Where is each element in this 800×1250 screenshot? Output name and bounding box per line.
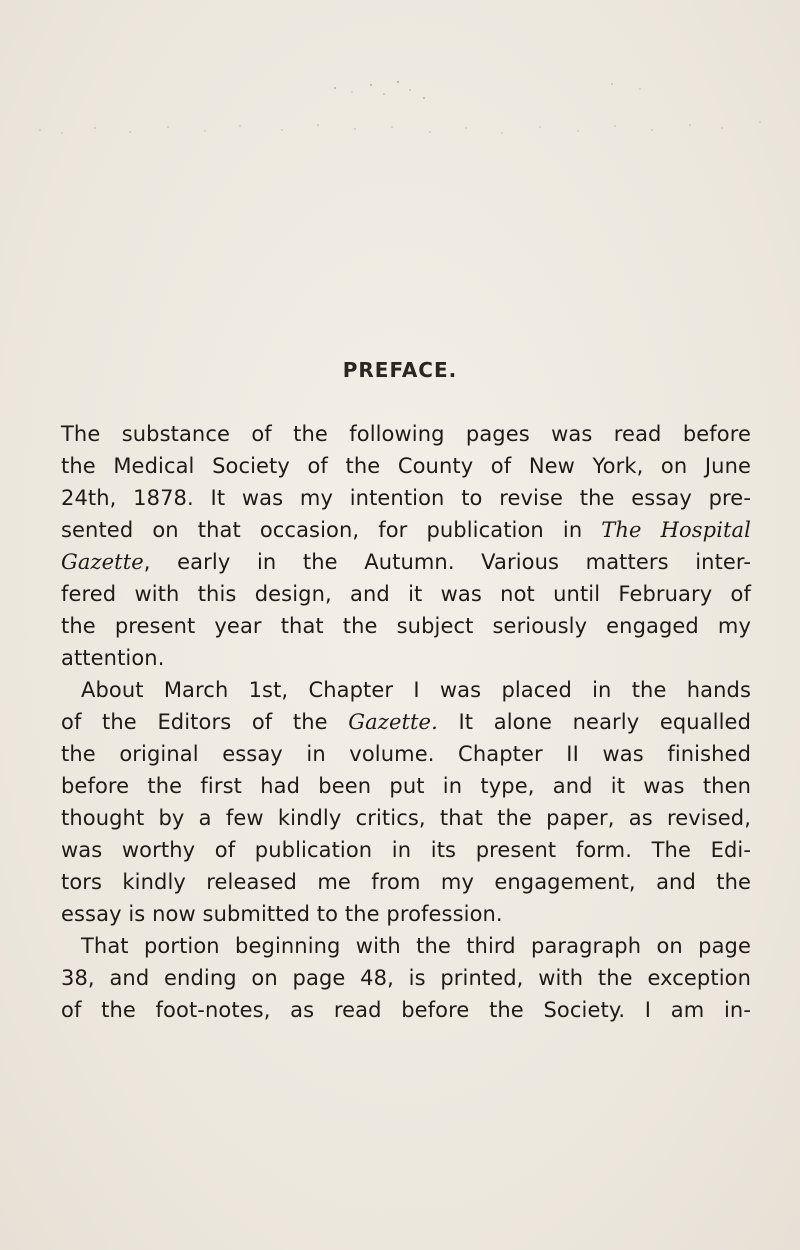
text-line-2: the Medical Society of the County of New York, on June: [61, 454, 751, 478]
text-line-10: [61, 706, 751, 738]
text-line-12: before the first had been put in type, and it was then: [61, 774, 751, 798]
text-line-3: 24th, 1878. It was my intention to revise the essay pre-: [61, 486, 751, 510]
text-line-4-start: sented on that occasion, for publication in: [61, 518, 602, 542]
page-speckle-marks: [0, 70, 800, 150]
italic-hospital: The Hospital: [601, 518, 751, 542]
text-line-15: tors kindly released me from my engagement, and the: [61, 870, 751, 894]
italic-gazette-2: Gazette.: [348, 710, 438, 734]
text-line-19: of the foot-notes, as read before the Society. I am in-: [61, 998, 751, 1022]
text-line-10-tail: It alone nearly equalled: [437, 710, 751, 734]
text-line-8: attention.: [61, 646, 165, 670]
text-line-13: thought by a few kindly critics, that the paper, as revised,: [61, 806, 751, 830]
text-line-14: was worthy of publication in its present form. The Edi-: [61, 838, 751, 862]
text-line-6: fered with this design, and it was not until February of: [61, 582, 751, 606]
text-line-5: [61, 546, 751, 578]
text-line-1: The substance of the following pages was read before: [61, 422, 751, 446]
text-line-9: About March 1st, Chapter I was placed in the hands: [81, 678, 751, 702]
preface-body: [61, 418, 751, 1026]
text-line-10-start: of the Editors of the: [61, 710, 349, 734]
text-line-4: [61, 514, 751, 546]
italic-gazette: Gazette: [61, 550, 144, 574]
text-line-7: the present year that the subject seriously engaged my: [61, 614, 751, 638]
text-line-17: That portion beginning with the third paragraph on page: [81, 934, 751, 958]
page-heading: PREFACE.: [342, 358, 458, 382]
text-line-18: 38, and ending on page 48, is printed, with the exception: [61, 966, 751, 990]
text-line-11: the original essay in volume. Chapter II was finished: [61, 742, 751, 766]
text-line-16: essay is now submitted to the profession.: [61, 902, 503, 926]
text-line-5-rest: , early in the Autumn. Various matters inter-: [143, 550, 751, 574]
